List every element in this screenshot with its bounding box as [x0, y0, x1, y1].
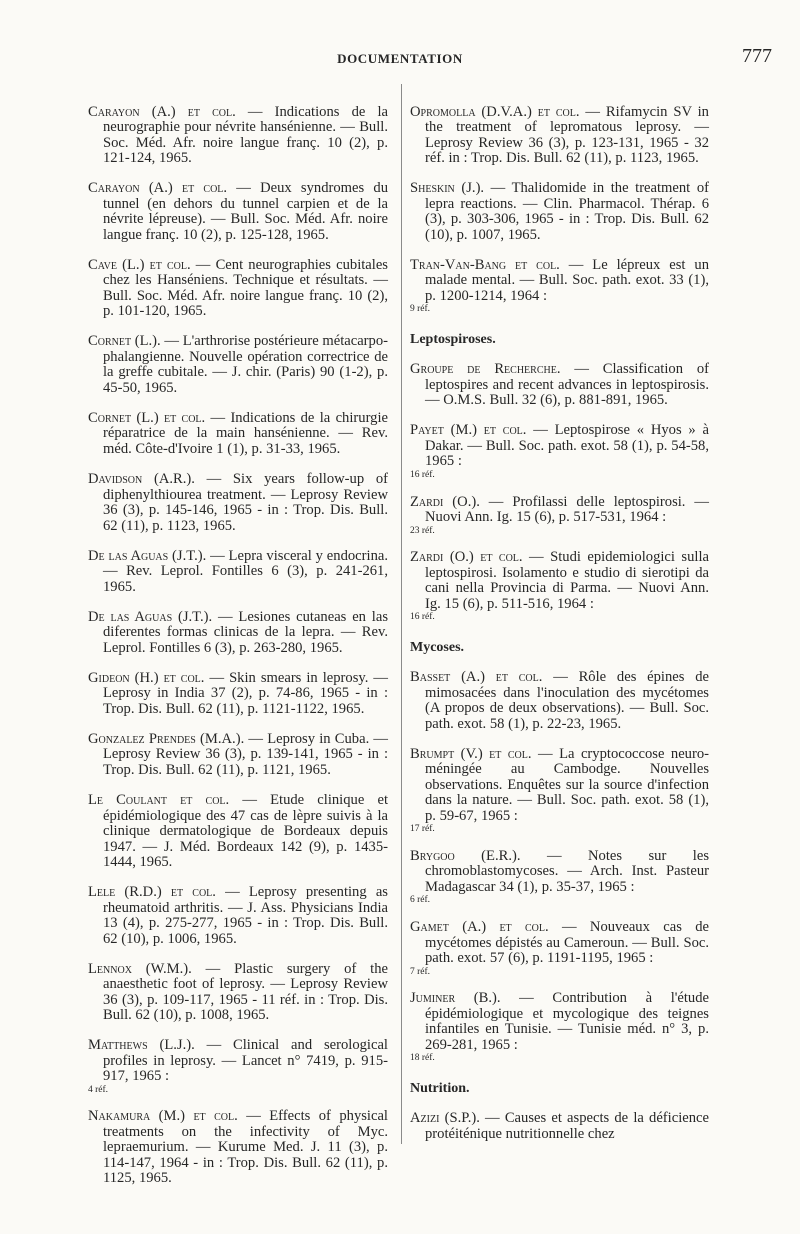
bibliography-entry [88, 411, 388, 458]
left-column [88, 90, 388, 1195]
entry-citation: — Classification of leptospires and recent advances in leptospirosis. — O.M.S. Bull. 32 (6), p. 881-891, 1965. [425, 361, 709, 409]
entry-citation: — Thalidomide in the treatment of lepra reactions. — Clin. Pharmacol. Thérap. 6 (3), p. 303-306, 1965 - in : Trop. Dis. Bull. 62 (10), p. 1007, 1965. [425, 180, 709, 243]
entry-citation: — Lesiones cutaneas en las diferentes formas clinicas de la lepra. — Rev. Leprol. Fontilles 6 (3), p. 263-280, 1965. [103, 608, 389, 656]
entry-citation: — Studi epidemiologici sulla leptospirosi. Isolamento e studio di sierotipi da cani nella Provincia di Parma. — Nuovi Ann. Ig. 15 (6), p. 511-516, 1964 : [425, 549, 709, 612]
bibliography-entry [88, 610, 388, 657]
entry-author: Brumpt (V.) et col. [410, 745, 532, 762]
bibliography-entry [88, 793, 388, 871]
section-heading-mycoses: Mycoses. [410, 640, 465, 656]
entry-citation: — Notes sur les chromoblastomycoses. — Arch. Inst. Pasteur Madagascar 34 (1), p. 35-37, 1965 : [425, 847, 709, 895]
entry-author: Opromolla (D.V.A.) et col. [410, 103, 580, 120]
bibliography-entry [88, 1038, 388, 1095]
entry-author: Brygoo (E.R.). [410, 847, 521, 864]
bibliography-entry [410, 423, 709, 480]
entry-author: Matthews (L.J.). [88, 1037, 195, 1054]
entry-author: Payet (M.) et col. [410, 422, 527, 439]
bibliography-entry [88, 181, 388, 243]
entry-author: Gamet (A.) et col. [410, 919, 549, 936]
entry-citation: — Effects of physical treatments on the infectivity of Myc. lepraemurium. — Kurume Med. J. 11 (3), p. 114-147, 1964 - in : Trop. Dis. Bull. 62 (11), p. 1125, 1965. [103, 1108, 388, 1187]
entry-citation: — Clinical and serological profiles in leprosy. — Lancet n° 7419, p. 915-917, 1965 : [103, 1037, 388, 1085]
entry-author: Gonzalez Prendes (M.A.). [88, 730, 245, 747]
entry-citation: — Nouveaux cas de mycétomes dépistés au Cameroun. — Bull. Soc. path. exot. 57 (6), p. 1191-1195, 1965 : [425, 919, 709, 967]
entry-citation: — L'arthrorise postérieure métacarpo-phalangienne. Nouvelle opération correctrice de la greffe cubitale. — J. chir. (Paris) 90 (1-2), p. 45-50, 1965. [103, 333, 388, 396]
entry-author: Juminer (B.). [410, 990, 501, 1007]
entry-author: De las Aguas (J.T.). [88, 547, 207, 564]
entry-author: Gideon (H.) et col. [88, 669, 205, 686]
entry-reference-count: 9 réf. [410, 304, 431, 315]
entry-author: Lele (R.D.) et col. [88, 884, 216, 901]
bibliography-entry [88, 334, 388, 396]
entries-group [410, 1111, 709, 1142]
entry-author: Tran-Van-Bang et col. [410, 256, 560, 273]
entry-citation: — Rôle des épines de mimosacées dans l'inoculation des mycétomes (A propos de deux observations). — Bull. Soc. path. exot. 58 (1), p. 22-23, 1965. [425, 669, 709, 732]
bibliography-entry [410, 495, 709, 536]
bibliography-entry [410, 920, 709, 977]
entry-citation: — Deux syndromes du tunnel (en dehors du tunnel carpien et de la névrite lépreuse). — Bull. Soc. Méd. Afr. noire langue franç. 10 (2), p. 125-128, 1965. [103, 180, 388, 243]
bibliography-entry [410, 991, 709, 1063]
entry-author: Zardi (O.) et col. [410, 549, 523, 566]
entries-group [410, 105, 709, 315]
entry-citation: — Six years follow-up of diphenylthiourea treatment. — Leprosy Review 36 (3), p. 145-146, 1965 - in : Trop. Dis. Bull. 62 (11), p. 1123, 1965. [103, 471, 388, 534]
bibliography-entry [410, 362, 709, 409]
entry-reference-count: 6 réf. [410, 895, 431, 906]
entry-reference-count: 23 réf. [410, 525, 435, 536]
entry-citation: — Causes et aspects de la déficience protéiténique nutritionnelle chez [425, 1110, 709, 1142]
bibliography-entry [88, 472, 388, 534]
bibliography-entry [88, 962, 388, 1024]
bibliography-entry [410, 670, 709, 732]
entry-reference-count: 18 réf. [410, 1053, 435, 1064]
entry-citation: — Leprosy presenting as rheumatoid arthritis. — J. Ass. Physicians India 13 (4), p. 275-277, 1965 - in : Trop. Dis. Bull. 62 (10), p. 1006, 1965. [103, 884, 388, 947]
running-title: DOCUMENTATION [337, 51, 463, 66]
entry-author: Groupe de Recherche. [410, 361, 561, 378]
bibliography-entry [410, 181, 709, 243]
entries-group [410, 362, 709, 622]
entry-citation: — Le lépreux est un malade mental. — Bull. Soc. path. exot. 33 (1), p. 1200-1214, 1964 : [425, 256, 709, 304]
section-heading-nutrition: Nutrition. [410, 1081, 470, 1097]
entry-author: Basset (A.) et col. [410, 669, 543, 686]
entry-reference-count: 16 réf. [410, 612, 435, 623]
bibliography-entry [410, 258, 709, 315]
entry-author: De las Aguas (J.T.). [88, 608, 213, 625]
entry-author: Le Coulant et col. [88, 792, 230, 809]
entry-reference-count: 17 réf. [410, 824, 435, 835]
entry-author: Nakamura (M.) et col. [88, 1108, 238, 1125]
page-number: 777 [742, 45, 772, 67]
entry-citation: — Leprosy in Cuba. — Leprosy Review 36 (3), p. 139-141, 1965 - in : Trop. Dis. Bull. 62 (11), p. 1121, 1965. [103, 730, 388, 778]
bibliography-entry [88, 732, 388, 779]
bibliography-entry [88, 105, 388, 167]
entry-author: Zardi (O.). [410, 493, 480, 510]
right-column [410, 90, 709, 1150]
section-heading-leptospiroses: Leptospiroses. [410, 332, 496, 348]
entry-citation: — Cent neurographies cubitales chez les Hanséniens. Technique et résultats. — Bull. Soc. Méd. Afr. noire langue franç. 10 (2), p. 101-120, 1965. [103, 256, 388, 320]
bibliography-entry [410, 105, 709, 167]
entry-citation: — La cryptococcose neuro-méningée au Cambodge. Nouvelles observations. Enquêtes sur la source d'infection dans la nature. — Bull. Soc. path. exot. 58 (1), p. 59-67, 1965 : [425, 745, 709, 824]
entry-citation: — Etude clinique et épidémiologique des 47 cas de lèpre suivis à la clinique dermatologique de Bordeaux depuis 1947. — J. Méd. Bordeaux 142 (9), p. 1435-1444, 1965. [103, 792, 388, 871]
bibliography-entry [88, 671, 388, 718]
entry-citation: — Lepra visceral y endocrina. — Rev. Leprol. Fontilles 6 (3), p. 241-261, 1965. [103, 547, 388, 595]
entry-author: Carayon (A.) et col. [88, 180, 228, 197]
entry-author: Cornet (L.) et col. [88, 409, 206, 426]
entries-group [410, 670, 709, 1063]
bibliography-entry [88, 549, 388, 596]
entry-author: Sheskin (J.). [410, 180, 485, 197]
entry-citation: — Indications de la neurographie pour névrite hansénienne. — Bull. Soc. Méd. Afr. noire langue franç. 10 (2), p. 121-124, 1965. [103, 103, 388, 167]
entry-citation: — Plastic surgery of the anaesthetic foot of leprosy. — Leprosy Review 36 (3), p. 109-117, 1965 - 11 réf. in : Trop. Dis. Bull. 62 (10), p. 1008, 1965. [103, 960, 388, 1024]
entry-author: Azizi (S.P.). [410, 1110, 480, 1127]
bibliography-entry [410, 550, 709, 622]
entry-citation: — Skin smears in leprosy. — Leprosy in India 37 (2), p. 74-86, 1965 - in : Trop. Dis. Bull. 62 (11), p. 1121-1122, 1965. [103, 669, 388, 717]
entry-citation: — Contribution à l'étude épidémiologique et mycologique des teignes infantiles en Tunisie. — Tunisie méd. n° 3, p. 269-281, 1965 : [425, 990, 709, 1053]
entry-author: Davidson (A.R.). [88, 471, 195, 488]
bibliography-entry [410, 747, 709, 835]
entry-author: Carayon (A.) et col. [88, 103, 236, 120]
entry-citation: — Leptospirose « Hyos » à Dakar. — Bull. Soc. path. exot. 58 (1), p. 54-58, 1965 : [425, 422, 709, 470]
entry-reference-count: 7 réf. [410, 966, 431, 977]
entry-reference-count: 4 réf. [88, 1084, 109, 1095]
entry-citation: — Indications de la chirurgie réparatrice de la main hansénienne. — Rev. méd. Côte-d'Ivoire 1 (1), p. 31-33, 1965. [103, 409, 388, 457]
entry-author: Cave (L.) et col. [88, 256, 191, 273]
entry-citation: — Profilassi delle leptospirosi. — Nuovi Ann. Ig. 15 (6), p. 517-531, 1964 : [425, 493, 709, 526]
column-divider [401, 84, 402, 1144]
entry-citation: — Rifamycin SV in the treatment of lepromatous leprosy. — Leprosy Review 36 (3), p. 123-131, 1965 - 32 réf. in : Trop. Dis. Bull. 62 (11), p. 1123, 1965. [425, 103, 709, 167]
bibliography-entry [410, 849, 709, 906]
bibliography-entry [88, 885, 388, 947]
bibliography-entry [88, 258, 388, 320]
entry-author: Lennox (W.M.). [88, 960, 192, 977]
bibliography-entry [410, 1111, 709, 1142]
entry-author: Cornet (L.). [88, 333, 161, 350]
bibliography-entry [88, 1109, 388, 1187]
entry-reference-count: 16 réf. [410, 469, 435, 480]
